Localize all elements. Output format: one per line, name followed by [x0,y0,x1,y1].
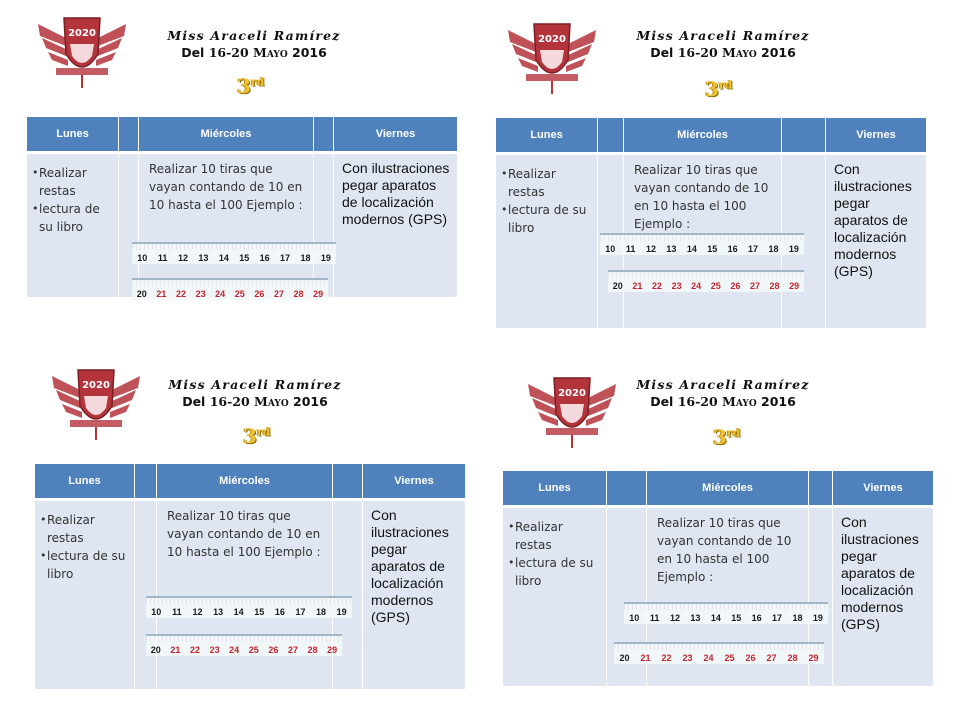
strip-number: 21 [632,281,643,291]
lunes-item: • lectura de su libro [41,547,130,583]
crest-graphic [526,370,618,450]
number-strip-bottom [146,634,342,656]
strip-number: 28 [307,645,318,655]
strip-number: 10 [605,244,616,254]
strip-number: 28 [787,653,798,663]
week-range: Del 16-20 Mayo 2016 [182,394,328,409]
strip-number: 10 [137,253,148,263]
strip-number: 19 [812,613,823,623]
card-header [139,27,369,61]
logo-text: 2020 [68,28,96,39]
number-strip-bottom [132,278,328,300]
number-strip-bottom [608,270,804,292]
lunes-item: • lectura de su libro [509,554,602,590]
strip-number: 28 [769,281,780,291]
cell-lunes [35,500,135,690]
strip-number: 13 [666,244,677,254]
cell-lunes [503,507,607,687]
col-spacer [782,118,826,154]
cell-miercoles: Realizar 10 tiras que vayan contando de 10 en 10 hasta el 100 Ejemplo : [139,153,314,298]
strip-number: 25 [724,653,735,663]
strip-number: 10 [151,607,162,617]
school-logo [36,10,128,90]
strip-number: 14 [686,244,697,254]
strip-number: 21 [640,653,651,663]
cell-spacer [119,153,139,298]
week-range: Del 16-20 Mayo 2016 [650,394,796,409]
teacher-name: Miss Araceli Ramírez [168,377,342,392]
strip-number: 25 [248,645,259,655]
grade-label: 3rd [237,74,265,98]
col-miercoles: Miércoles [157,464,333,500]
lunes-item: • lectura de su libro [502,201,593,237]
lunes-item: • Realizar restas [509,518,602,554]
strip-number: 18 [768,244,779,254]
strip-number: 20 [136,289,147,299]
strip-number: 16 [751,613,762,623]
strip-number: 23 [682,653,693,663]
cell-spacer [314,153,334,298]
strip-number: 27 [273,289,284,299]
strip-number: 29 [327,645,338,655]
strip-number: 29 [808,653,819,663]
strip-number: 26 [730,281,741,291]
crest-graphic [50,362,142,442]
grade-label: 3rd [705,77,733,101]
strip-number: 18 [792,613,803,623]
strip-number: 15 [239,253,250,263]
card-header [608,27,838,61]
strip-number: 11 [649,613,660,623]
strip-number: 19 [320,253,331,263]
card-header [140,376,370,410]
col-lunes: Lunes [496,118,598,154]
logo-text: 2020 [538,34,566,45]
col-spacer [135,464,157,500]
logo-text: 2020 [82,380,110,391]
strip-number: 10 [629,613,640,623]
teacher-name: Miss Araceli Ramírez [636,377,810,392]
strip-number: 23 [209,645,220,655]
strip-number: 11 [625,244,636,254]
strip-number: 29 [789,281,800,291]
strip-number: 23 [671,281,682,291]
cell-miercoles: Realizar 10 tiras que vayan contando de 10 en 10 hasta el 100 Ejemplo : [157,500,333,690]
cell-spacer [333,500,363,690]
col-viernes: Viernes [833,471,934,507]
strip-number: 24 [703,653,714,663]
lunes-item: • Realizar restas [502,165,593,201]
strip-number: 19 [788,244,799,254]
strip-number: 25 [234,289,245,299]
strip-number: 27 [287,645,298,655]
strip-number: 18 [300,253,311,263]
cell-lunes [27,153,119,298]
strip-number: 27 [749,281,760,291]
crest-graphic [36,10,128,90]
grade-label: 3rd [243,424,271,448]
strip-number: 26 [745,653,756,663]
strip-number: 16 [259,253,270,263]
school-logo [50,362,142,442]
col-spacer [333,464,363,500]
number-strip-top [624,602,828,624]
strip-number: 27 [766,653,777,663]
col-lunes: Lunes [35,464,135,500]
strip-number: 17 [772,613,783,623]
col-spacer [607,471,647,507]
number-strip-bottom [614,642,824,664]
strip-number: 17 [280,253,291,263]
crest-graphic [506,16,598,96]
strip-number: 17 [295,607,306,617]
strip-number: 19 [336,607,347,617]
strip-number: 15 [731,613,742,623]
strip-number: 22 [661,653,672,663]
strip-number: 20 [619,653,630,663]
strip-number: 18 [316,607,327,617]
strip-number: 15 [254,607,265,617]
col-spacer [119,117,139,153]
cell-viernes: Con ilustraciones pegar aparatos de localización modernos (GPS) [826,154,927,329]
col-lunes: Lunes [27,117,119,153]
strip-number: 21 [170,645,181,655]
teacher-name: Miss Araceli Ramírez [167,28,341,43]
strip-number: 12 [192,607,203,617]
strip-number: 12 [670,613,681,623]
number-strip-top [600,233,804,255]
strip-number: 28 [293,289,304,299]
strip-number: 22 [651,281,662,291]
cell-viernes: Con ilustraciones pegar aparatos de localización modernos (GPS) [334,153,458,298]
col-miercoles: Miércoles [624,118,782,154]
strip-number: 17 [748,244,759,254]
strip-number: 23 [195,289,206,299]
week-range: Del 16-20 Mayo 2016 [181,45,327,60]
strip-number: 13 [198,253,209,263]
schedule-table [495,117,927,329]
strip-number: 24 [691,281,702,291]
col-spacer [809,471,833,507]
lunes-item: • Realizar restas [33,164,114,200]
strip-number: 26 [268,645,279,655]
strip-number: 22 [189,645,200,655]
col-miercoles: Miércoles [139,117,314,153]
week-range: Del 16-20 Mayo 2016 [650,45,796,60]
strip-number: 11 [172,607,182,617]
lunes-item: • Realizar restas [41,511,130,547]
strip-number: 14 [218,253,229,263]
strip-number: 13 [690,613,701,623]
col-lunes: Lunes [503,471,607,507]
col-spacer [598,118,624,154]
col-viernes: Viernes [363,464,466,500]
grade-label: 3rd [713,425,741,449]
cell-spacer [135,500,157,690]
strip-number: 11 [157,253,168,263]
strip-number: 15 [707,244,718,254]
number-strip-top [132,242,336,264]
number-strip-top [146,596,352,618]
strip-number: 21 [156,289,167,299]
card-header [608,376,838,410]
strip-number: 22 [175,289,186,299]
strip-number: 13 [213,607,224,617]
col-miercoles: Miércoles [647,471,809,507]
cell-miercoles: Realizar 10 tiras que vayan contando de 10 en 10 hasta el 100 Ejemplo : [624,154,782,329]
strip-number: 24 [215,289,226,299]
strip-number: 12 [178,253,189,263]
strip-number: 14 [233,607,244,617]
school-logo [526,370,618,450]
school-logo [506,16,598,96]
cell-viernes: Con ilustraciones pegar aparatos de localización modernos (GPS) [833,507,934,687]
strip-number: 29 [313,289,324,299]
cell-viernes: Con ilustraciones pegar aparatos de localización modernos (GPS) [363,500,466,690]
lunes-item: • lectura de su libro [33,200,114,236]
cell-lunes [496,154,598,329]
strip-number: 24 [229,645,240,655]
strip-number: 16 [274,607,285,617]
cell-miercoles: Realizar 10 tiras que vayan contando de 10 en 10 hasta el 100 Ejemplo : [647,507,809,687]
col-spacer [314,117,334,153]
strip-number: 25 [710,281,721,291]
strip-number: 20 [150,645,161,655]
strip-number: 26 [254,289,265,299]
schedule-table [26,116,458,298]
strip-number: 14 [710,613,721,623]
strip-number: 12 [646,244,657,254]
logo-text: 2020 [558,388,586,399]
strip-number: 20 [612,281,623,291]
col-viernes: Viernes [334,117,458,153]
teacher-name: Miss Araceli Ramírez [636,28,810,43]
col-viernes: Viernes [826,118,927,154]
strip-number: 16 [727,244,738,254]
